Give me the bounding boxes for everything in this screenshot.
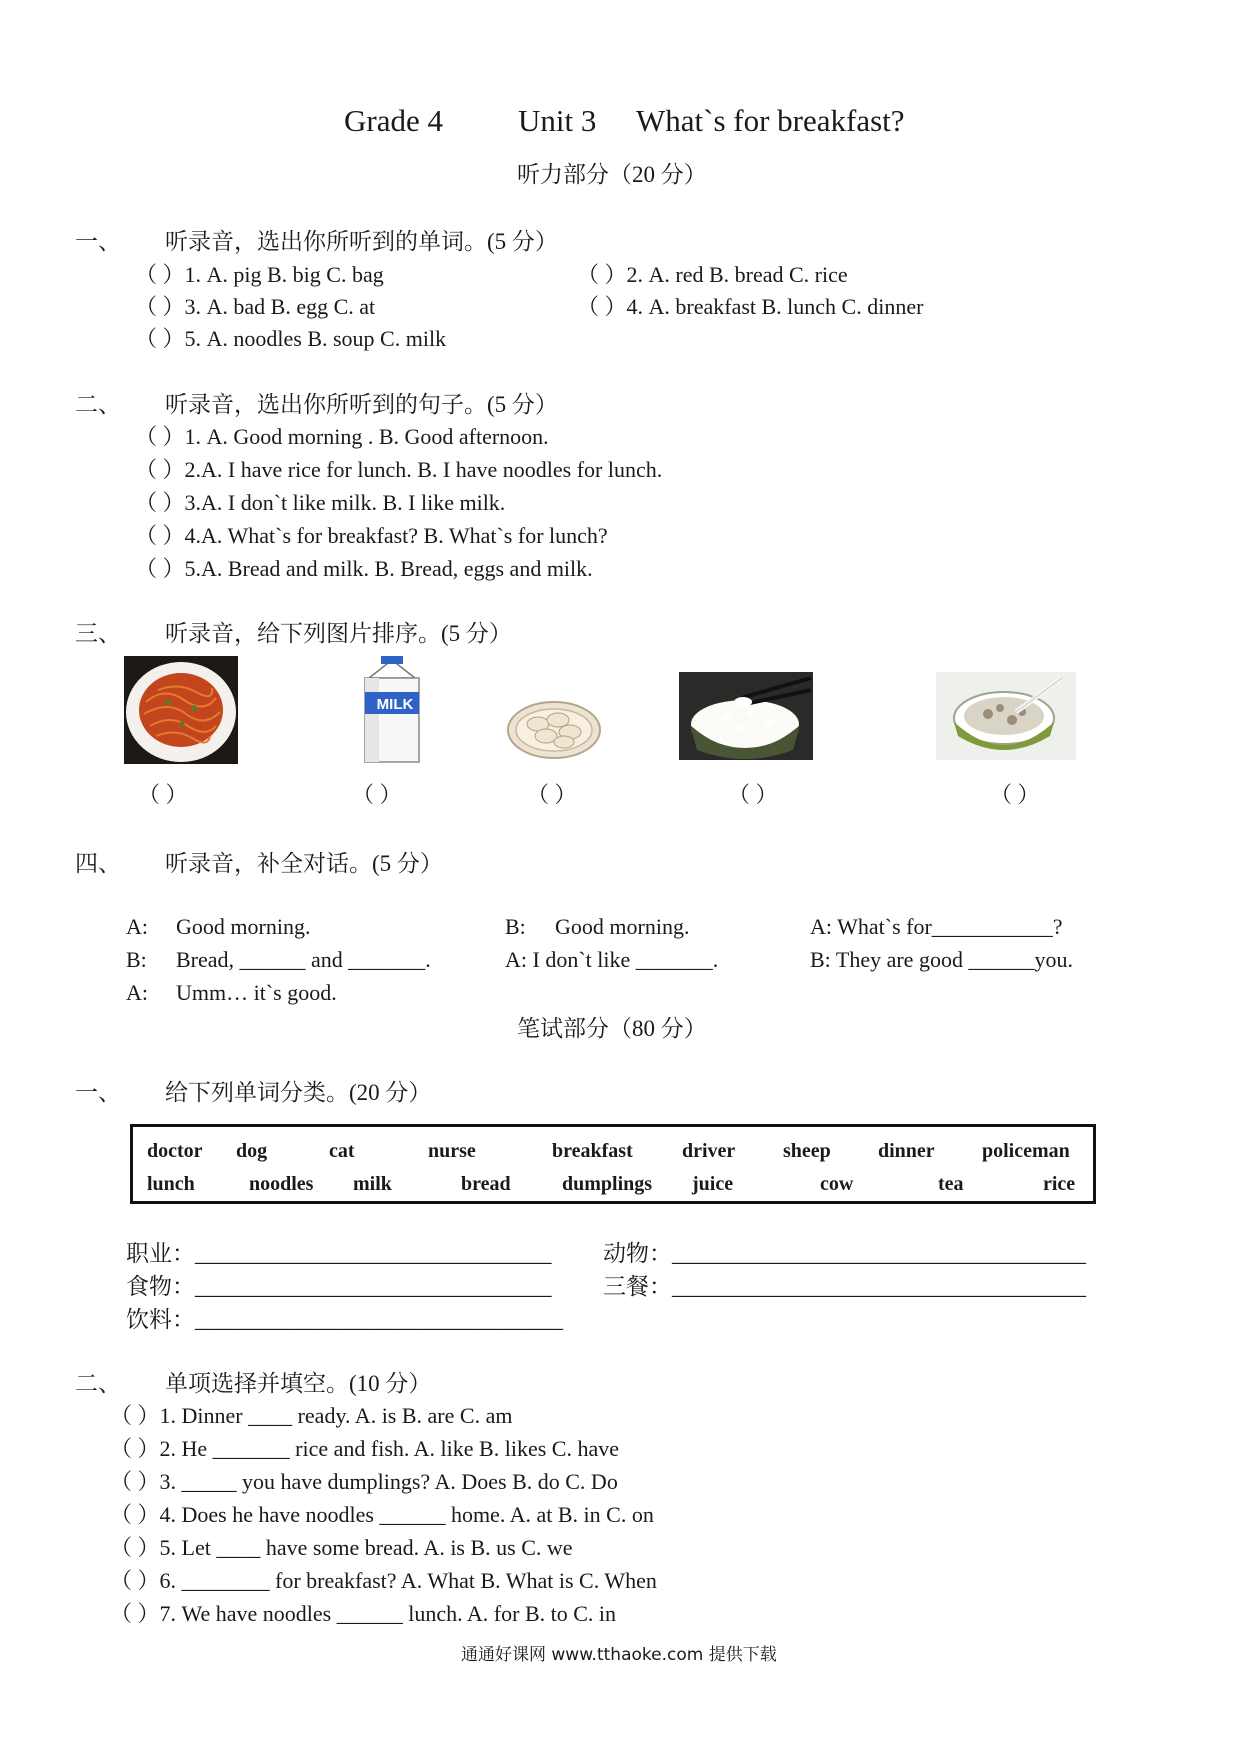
dialog-a3-speaker: A: (126, 980, 148, 1005)
category-animal[interactable]: 动物：____________________________________ (603, 1241, 1086, 1266)
w2-q2: （ ）2. He _______ rice and fish. A. like B. likes C. have (110, 1436, 619, 1461)
l2-q4: （ ）4.A. What`s for breakfast? B. What`s for lunch? (135, 523, 608, 548)
picture-3-blank[interactable]: （ ） (527, 782, 577, 807)
word-dog: dog (236, 1140, 268, 1162)
l3-number: 三、 (75, 621, 121, 646)
l1-q5: （ ）5. A. noodles B. soup C. milk (135, 326, 447, 351)
dialog-a4-line: A: What`s for___________? (810, 914, 1063, 939)
w2-q4: （ ）4. Does he have noodles ______ home. A. at B. in C. on (110, 1502, 654, 1527)
l1-title: 听录音，选出你所听到的单词。(5 分） (165, 229, 558, 254)
l2-title: 听录音，选出你所听到的句子。(5 分） (165, 392, 558, 417)
word-doctor: doctor (147, 1140, 203, 1162)
dialog-b2-speaker: B: (505, 914, 526, 939)
w2-q6: （ ）6. ________ for breakfast? A. What B. What is C. When (110, 1568, 657, 1593)
l2-q5: （ ）5.A. Bread and milk. B. Bread, eggs and milk. (135, 556, 593, 581)
word-policeman: policeman (982, 1140, 1070, 1162)
picture-4-blank[interactable]: （ ） (728, 782, 778, 807)
l1-q2: （ ）2. A. red B. bread C. rice (577, 262, 848, 287)
word-bread: bread (461, 1173, 511, 1195)
category-job[interactable]: 职业：_______________________________ (126, 1241, 552, 1266)
word-milk: milk (353, 1173, 392, 1195)
l4-title: 听录音，补全对话。(5 分） (165, 851, 443, 876)
rice-bowl-picture (679, 672, 813, 760)
word-box (130, 1124, 1096, 1204)
word-noodles: noodles (249, 1173, 314, 1195)
w2-q5: （ ）5. Let ____ have some bread. A. is B. us C. we (110, 1535, 573, 1560)
dialog-b1-speaker: B: (126, 947, 147, 972)
l1-q1: （ ）1. A. pig B. big C. bag (135, 262, 384, 287)
category-drink[interactable]: 饮料：________________________________ (126, 1307, 563, 1332)
word-juice: juice (692, 1173, 734, 1195)
dialog-a1-line: Good morning. (176, 914, 311, 939)
dialog-b1-line: Bread, ______ and _______. (176, 947, 431, 972)
word-dinner: dinner (878, 1140, 935, 1162)
word-dumplings: dumplings (562, 1173, 653, 1195)
category-meal[interactable]: 三餐：____________________________________ (603, 1274, 1086, 1299)
l3-title: 听录音，给下列图片排序。(5 分） (165, 621, 512, 646)
word-cat: cat (329, 1140, 355, 1162)
dialog-a2-line: A: I don`t like _______. (505, 947, 719, 972)
l2-q3: （ ）3.A. I don`t like milk. B. I like milk. (135, 490, 506, 515)
dialog-b2-line: Good morning. (555, 914, 690, 939)
w2-title: 单项选择并填空。(10 分） (165, 1371, 432, 1396)
l1-number: 一、 (75, 229, 121, 254)
l2-number: 二、 (75, 392, 121, 417)
l1-q4: （ ）4. A. breakfast B. lunch C. dinner (577, 294, 924, 319)
noodles-picture (124, 656, 238, 764)
l1-q3: （ ）3. A. bad B. egg C. at (135, 294, 376, 319)
w2-q1: （ ）1. Dinner ____ ready. A. is B. are C. am (110, 1403, 513, 1428)
w1-title: 给下列单词分类。(20 分） (165, 1080, 432, 1105)
dumplings-picture (506, 700, 602, 760)
listening-title: 听力部分（20 分） (517, 162, 707, 187)
picture-5-blank[interactable]: （ ） (990, 782, 1040, 807)
dialog-b3-line: B: They are good ______you. (810, 947, 1073, 972)
word-cow: cow (820, 1173, 854, 1195)
soup-bowl-picture (936, 672, 1076, 760)
header-grade: Grade 4 (344, 103, 443, 138)
word-nurse: nurse (428, 1140, 476, 1162)
w1-number: 一、 (75, 1080, 121, 1105)
w2-number: 二、 (75, 1371, 121, 1396)
category-food[interactable]: 食物：_______________________________ (126, 1274, 552, 1299)
l2-q1: （ ）1. A. Good morning . B. Good afternoon. (135, 424, 549, 449)
word-breakfast: breakfast (552, 1140, 633, 1162)
dialog-a1-speaker: A: (126, 914, 148, 939)
w2-q7: （ ）7. We have noodles ______ lunch. A. for B. to C. in (110, 1601, 617, 1626)
footer-credit: 通通好课网 www.tthaoke.com 提供下载 (461, 1645, 777, 1665)
word-lunch: lunch (147, 1173, 195, 1195)
picture-2-blank[interactable]: （ ） (352, 782, 402, 807)
word-tea: tea (938, 1173, 964, 1195)
l2-q2: （ ）2.A. I have rice for lunch. B. I have noodles for lunch. (135, 457, 663, 482)
header-unit: Unit 3 (518, 103, 597, 138)
word-sheep: sheep (783, 1140, 831, 1162)
l4-number: 四、 (75, 851, 121, 876)
milk-carton-picture (359, 656, 425, 766)
writing-title: 笔试部分（80 分） (517, 1016, 707, 1041)
word-rice: rice (1043, 1173, 1076, 1195)
picture-1-blank[interactable]: （ ） (138, 782, 188, 807)
w2-q3: （ ）3. _____ you have dumplings? A. Does B. do C. Do (110, 1469, 618, 1494)
dialog-a3-line: Umm… it`s good. (176, 980, 337, 1005)
milk-carton-label: MILK (376, 696, 414, 713)
word-driver: driver (682, 1140, 736, 1162)
header-topic: What`s for breakfast? (636, 103, 905, 138)
